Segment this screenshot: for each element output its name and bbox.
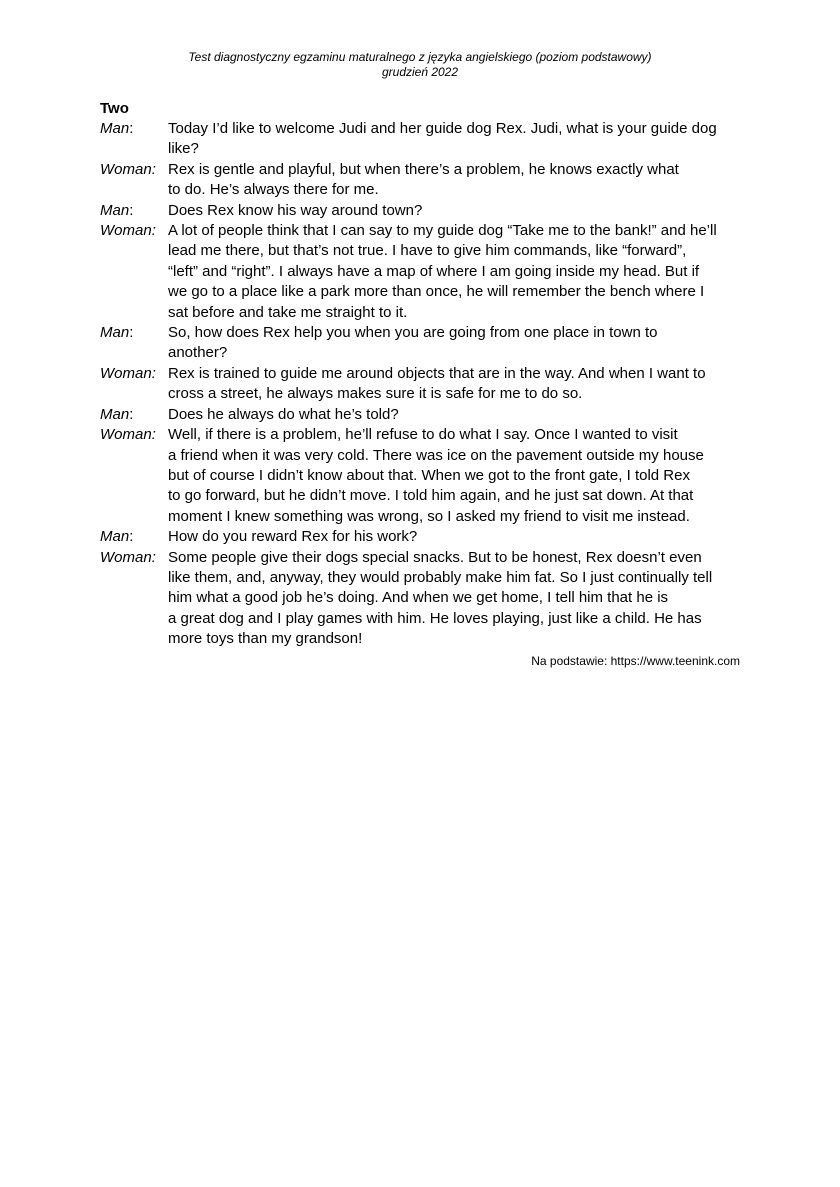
- speech-text: [168, 548, 748, 650]
- speaker-name: Man: [100, 201, 130, 219]
- speech-text: [168, 221, 748, 323]
- speech-text: [168, 119, 748, 160]
- dialogue-turn: [100, 221, 748, 323]
- speech-line: Some people give their dogs special snacks. But to be honest, Rex doesn’t even: [168, 548, 702, 566]
- speaker-label: [100, 548, 168, 650]
- speech-line: to go forward, but he didn’t move. I told him again, and he just sat down. At that: [168, 487, 694, 505]
- speech-line: another?: [168, 344, 228, 362]
- speech-line: Rex is trained to guide me around objects that are in the way. And when I want to: [168, 364, 706, 382]
- speech-line: Well, if there is a problem, he’ll refuse to do what I say. Once I wanted to visit: [168, 426, 678, 444]
- speaker-label: [100, 527, 168, 547]
- speech-line: but of course I didn’t know about that. When we got to the front gate, I told Rex: [168, 466, 690, 484]
- speech-text: [168, 405, 748, 425]
- speech-text: [168, 425, 748, 527]
- header-exam-date: grudzień 2022: [381, 65, 459, 79]
- speaker-separator: :: [129, 405, 134, 423]
- speaker-separator: :: [129, 201, 134, 219]
- speech-line: sat before and take me straight to it.: [168, 303, 408, 321]
- dialogue-turn: [100, 364, 748, 405]
- speaker-name: Woman: [100, 548, 152, 566]
- speaker-label: [100, 119, 168, 160]
- speech-line: a great dog and I play games with him. He loves playing, just like a child. He has: [168, 609, 702, 627]
- speech-line: more toys than my grandson!: [168, 630, 363, 648]
- speech-text: [168, 527, 748, 547]
- speech-line: How do you reward Rex for his work?: [168, 528, 418, 546]
- dialogue-turn: [100, 160, 748, 201]
- speech-line: So, how does Rex help you when you are going from one place in town to: [168, 324, 658, 342]
- dialogue-turn: [100, 527, 748, 547]
- speaker-separator: :: [151, 426, 156, 444]
- page-header: [0, 50, 840, 80]
- speaker-name: Woman: [100, 222, 152, 240]
- speech-text: [168, 364, 748, 405]
- dialogue-turn: [100, 548, 748, 650]
- speech-line: Rex is gentle and playful, but when there’s a problem, he knows exactly what: [168, 160, 679, 178]
- speaker-name: Woman: [100, 364, 152, 382]
- speaker-label: [100, 323, 168, 364]
- speech-line: Does Rex know his way around town?: [168, 201, 423, 219]
- speech-text: [168, 160, 748, 201]
- speech-line: like them, and, anyway, they would probably make him fat. So I just continually tell: [168, 568, 713, 586]
- speaker-separator: :: [151, 364, 156, 382]
- speech-line: like?: [168, 140, 199, 158]
- speaker-name: Man: [100, 324, 130, 342]
- speaker-label: [100, 364, 168, 405]
- speaker-name: Woman: [100, 160, 152, 178]
- speech-line: cross a street, he always makes sure it is safe for me to do so.: [168, 385, 583, 403]
- header-exam-title: Test diagnostyczny egzaminu maturalnego z języka angielskiego (poziom podstawowy): [188, 50, 652, 64]
- speaker-separator: :: [151, 160, 156, 178]
- speech-line: him what a good job he’s doing. And when we get home, I tell him that he is: [168, 589, 669, 607]
- speech-line: A lot of people think that I can say to my guide dog “Take me to the bank!” and he’ll: [168, 222, 717, 240]
- speech-line: to do. He’s always there for me.: [168, 181, 379, 199]
- speaker-label: [100, 221, 168, 323]
- speaker-separator: :: [151, 222, 156, 240]
- source-citation: Na podstawie: https://www.teenink.com: [531, 654, 740, 668]
- dialogue-turn: [100, 201, 748, 221]
- dialogue-turn: [100, 425, 748, 527]
- speech-line: a friend when it was very cold. There was ice on the pavement outside my house: [168, 446, 704, 464]
- speaker-label: [100, 160, 168, 201]
- speech-line: moment I knew something was wrong, so I asked my friend to visit me instead.: [168, 507, 690, 525]
- speech-line: “left” and “right”. I always have a map of where I am going inside my head. But if: [168, 262, 700, 280]
- speech-text: [168, 201, 748, 221]
- speaker-name: Man: [100, 120, 130, 137]
- speech-line: Today I’d like to welcome Judi and her guide dog Rex. Judi, what is your guide dog: [168, 120, 717, 137]
- speaker-separator: :: [151, 548, 156, 566]
- dialogue-turn: [100, 323, 748, 364]
- speaker-separator: :: [129, 324, 134, 342]
- speech-line: lead me there, but that’s not true. I have to give him commands, like “forward”,: [168, 242, 687, 260]
- speech-line: Does he always do what he’s told?: [168, 405, 399, 423]
- speaker-label: [100, 405, 168, 425]
- section-title: Two: [100, 100, 129, 117]
- speech-text: [168, 323, 748, 364]
- speaker-label: [100, 201, 168, 221]
- speech-line: we go to a place like a park more than once, he will remember the bench where I: [168, 283, 705, 301]
- speaker-name: Woman: [100, 426, 152, 444]
- speaker-separator: :: [129, 528, 134, 546]
- dialogue-transcript: [100, 119, 748, 650]
- speaker-label: [100, 425, 168, 527]
- dialogue-turn: [100, 119, 748, 160]
- dialogue-turn: [100, 405, 748, 425]
- speaker-name: Man: [100, 528, 130, 546]
- speaker-separator: :: [129, 120, 134, 137]
- speaker-name: Man: [100, 405, 130, 423]
